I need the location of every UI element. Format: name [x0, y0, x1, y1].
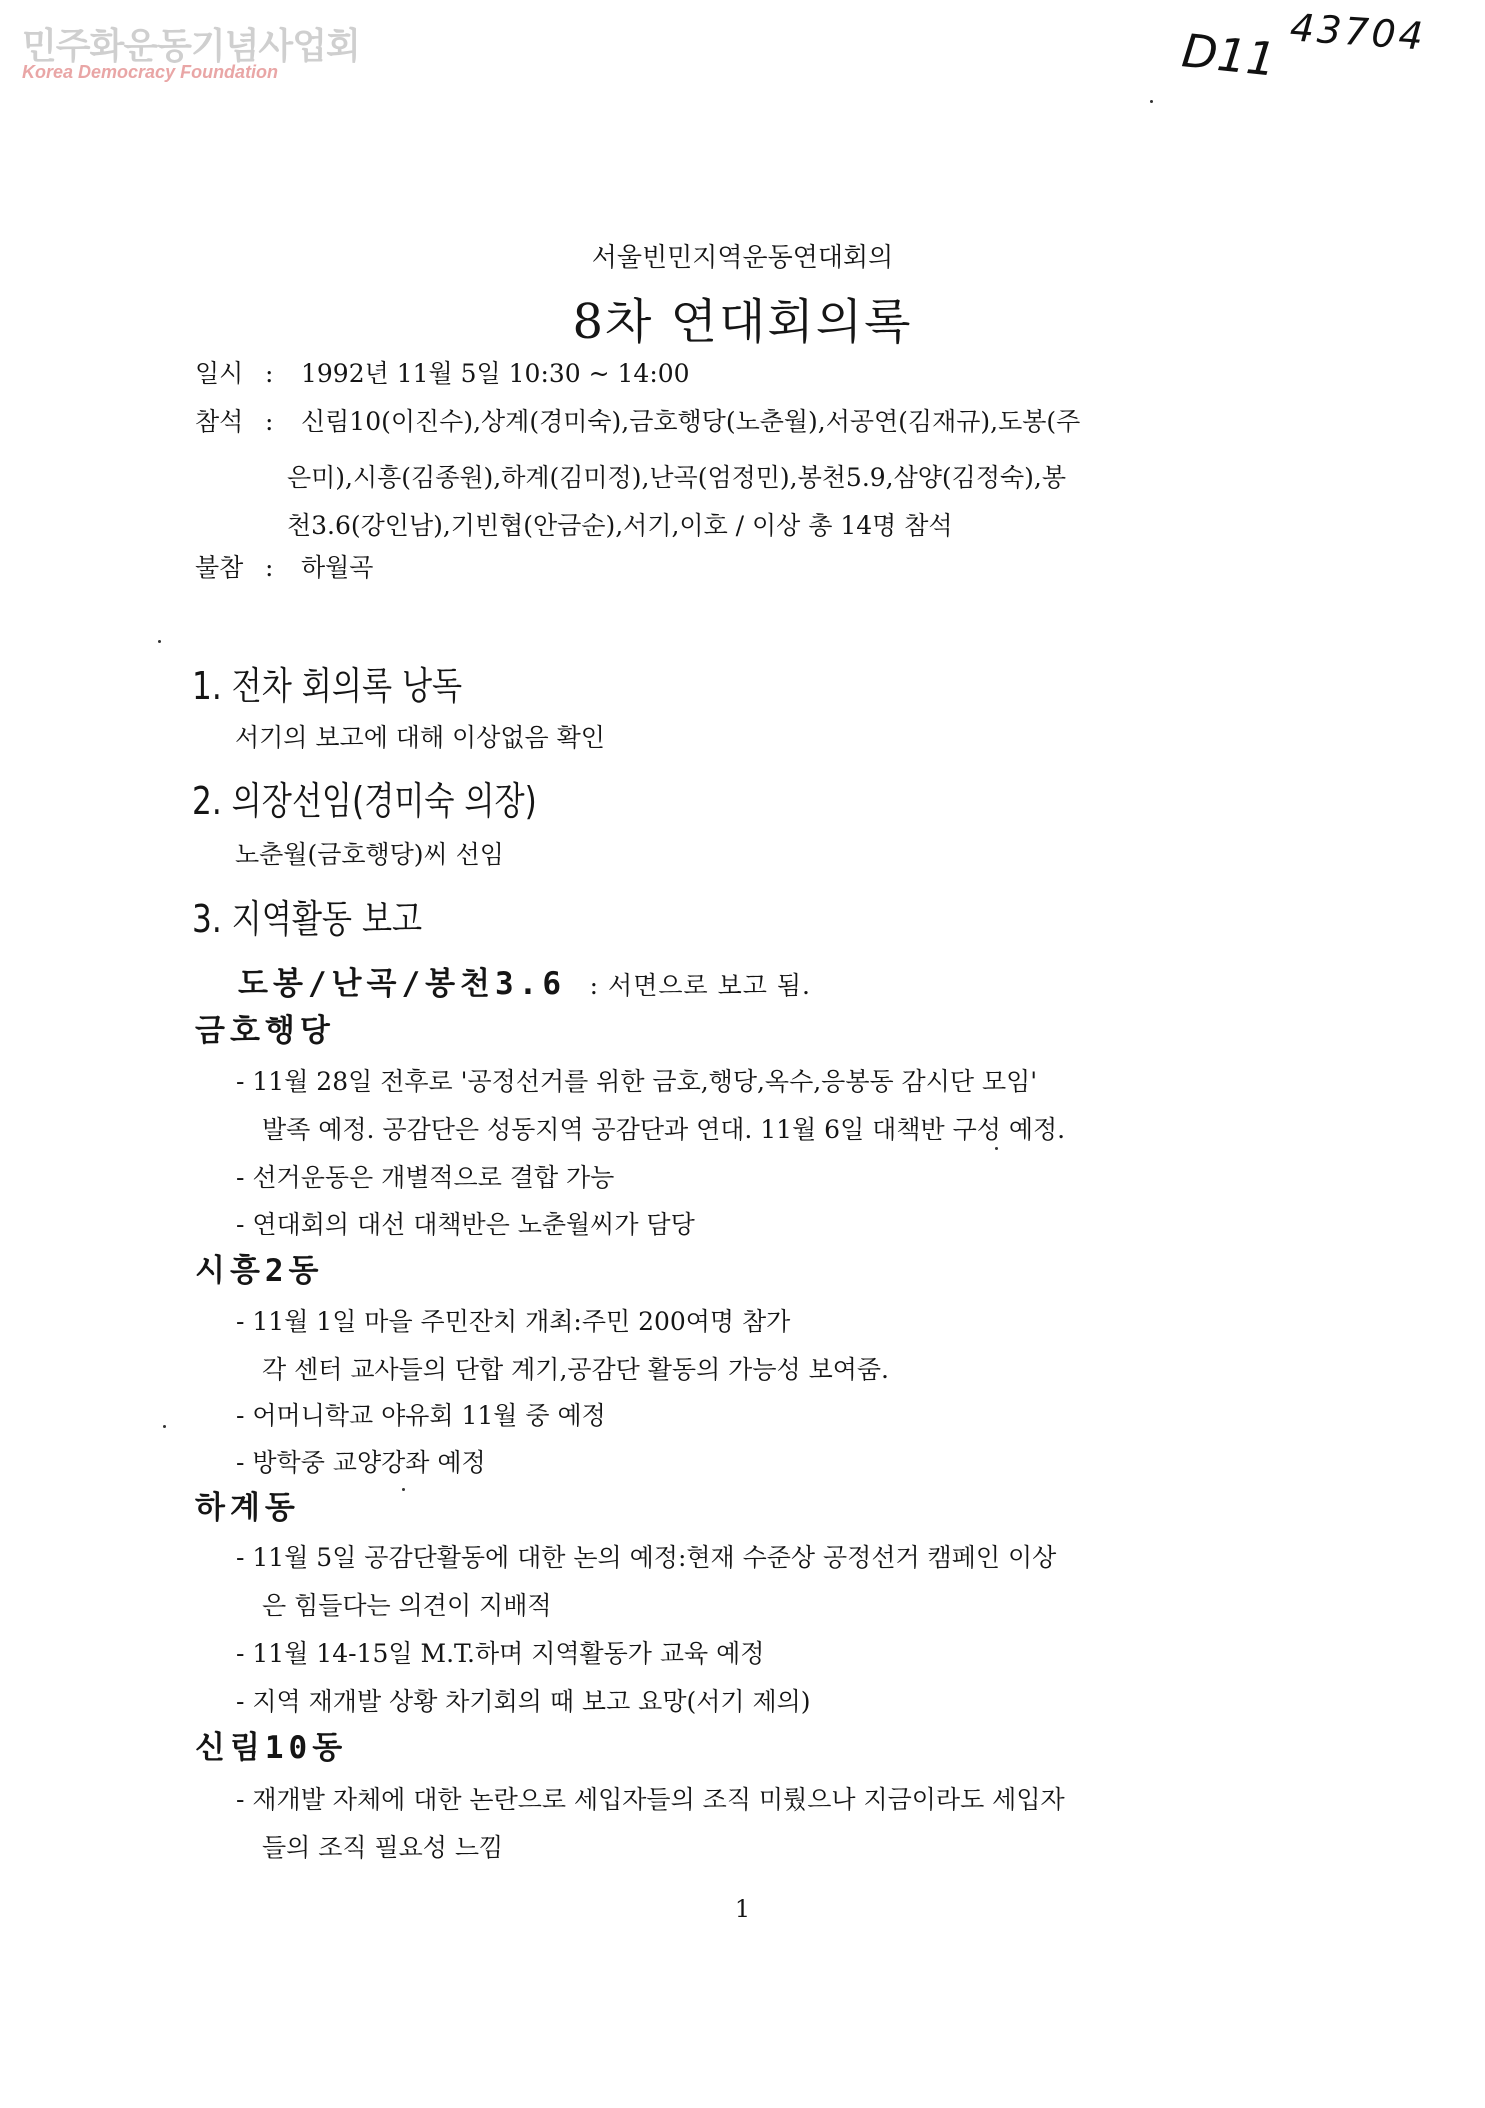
- region-heading-sillim: 신림10동: [195, 1730, 348, 1766]
- report-line: 각 센터 교사들의 단합 계기,공감단 활동의 가능성 보여줌.: [262, 1355, 889, 1384]
- attendees-row: 참석 : 신림10(이진수),상계(경미숙),금호행당(노춘월),서공연(김재규),도봉(주: [195, 398, 1080, 446]
- attendees-line: 천3.6(강인남),기빈협(안금순),서기,이호 / 이상 총 14명 참석: [287, 511, 953, 540]
- section-body: 서기의 보고에 대해 이상없음 확인: [235, 723, 605, 752]
- meeting-date-row: 일시 : 1992년 11월 5일 10:30 ~ 14:00: [195, 350, 690, 398]
- report-line: - 재개발 자체에 대한 논란으로 세입자들의 조직 미뤘으나 지금이라도 세입자: [236, 1785, 1065, 1814]
- date-label: 일시: [195, 359, 244, 388]
- written-report-regions: [238, 958, 811, 1003]
- absentees-value: 하월곡: [301, 553, 374, 582]
- report-line: - 11월 28일 전후로 '공정선거를 위한 금호,행당,옥수,응봉동 감시단 모임': [236, 1067, 1038, 1096]
- report-line: - 11월 5일 공감단활동에 대한 논의 예정:현재 수준상 공정선거 캠페인 이상: [236, 1543, 1057, 1572]
- handwritten-code: D11: [1179, 23, 1279, 87]
- scan-speck: [163, 1425, 166, 1428]
- section-heading: 2. 의장선임(경미숙 의장): [192, 779, 537, 823]
- foundation-logo-korean: 민주화운동기념사업회: [22, 26, 360, 67]
- absentees-row: 불참 : 하월곡: [195, 544, 373, 592]
- section-heading: 3. 지역활동 보고: [192, 897, 423, 941]
- report-line: - 지역 재개발 상황 차기회의 때 보고 요망(서기 제의): [236, 1687, 811, 1716]
- written-report-note: : 서면으로 보고 됨.: [589, 971, 811, 1000]
- report-line: - 방학중 교양강좌 예정: [236, 1448, 486, 1477]
- written-report-heading: 도봉/난곡/봉천3.6: [238, 966, 566, 1002]
- report-line: 은 힘들다는 의견이 지배적: [262, 1591, 552, 1620]
- region-heading-hagye: 하계동: [195, 1490, 300, 1526]
- scan-speck: [402, 1488, 405, 1491]
- attendees-line: 은미),시흥(김종원),하계(김미정),난곡(엄정민),봉천5.9,삼양(김정숙),봉: [287, 463, 1066, 492]
- section-body: 노춘월(금호행당)씨 선임: [235, 840, 504, 869]
- date-value: 1992년 11월 5일 10:30 ~ 14:00: [301, 359, 690, 388]
- region-heading-siheung: 시흥2동: [195, 1253, 324, 1289]
- report-line: 발족 예정. 공감단은 성동지역 공감단과 연대. 11월 6일 대책반 구성 예정.: [262, 1115, 1066, 1144]
- attendees-line: 신림10(이진수),상계(경미숙),금호행당(노춘월),서공연(김재규),도봉(주: [301, 407, 1081, 436]
- organization-name: 서울빈민지역운동연대회의: [591, 243, 894, 273]
- report-line: - 연대회의 대선 대책반은 노춘월씨가 담당: [236, 1210, 695, 1239]
- report-line: - 어머니학교 야유회 11월 중 예정: [236, 1401, 606, 1430]
- report-line: - 11월 14-15일 M.T.하며 지역활동가 교육 예정: [236, 1639, 765, 1668]
- scan-speck: [158, 640, 161, 643]
- report-line: - 11월 1일 마을 주민잔치 개최:주민 200여명 참가: [236, 1307, 791, 1336]
- attendees-label: 참석: [195, 407, 244, 436]
- foundation-logo-english: Korea Democracy Foundation: [22, 62, 279, 82]
- absentees-label: 불참: [195, 553, 244, 582]
- document-title: 8차 연대회의록: [572, 294, 913, 350]
- report-line: 들의 조직 필요성 느낌: [262, 1833, 504, 1862]
- report-line: - 선거운동은 개별적으로 결합 가능: [236, 1163, 615, 1192]
- section-heading: 1. 전차 회의록 낭독: [192, 664, 463, 708]
- region-heading-geumho: 금호행당: [195, 1013, 335, 1049]
- scan-speck: [1150, 100, 1153, 103]
- handwritten-archive-number: 43704: [1288, 5, 1428, 59]
- page-number: 1: [734, 1895, 751, 1923]
- scan-speck: [995, 1147, 998, 1150]
